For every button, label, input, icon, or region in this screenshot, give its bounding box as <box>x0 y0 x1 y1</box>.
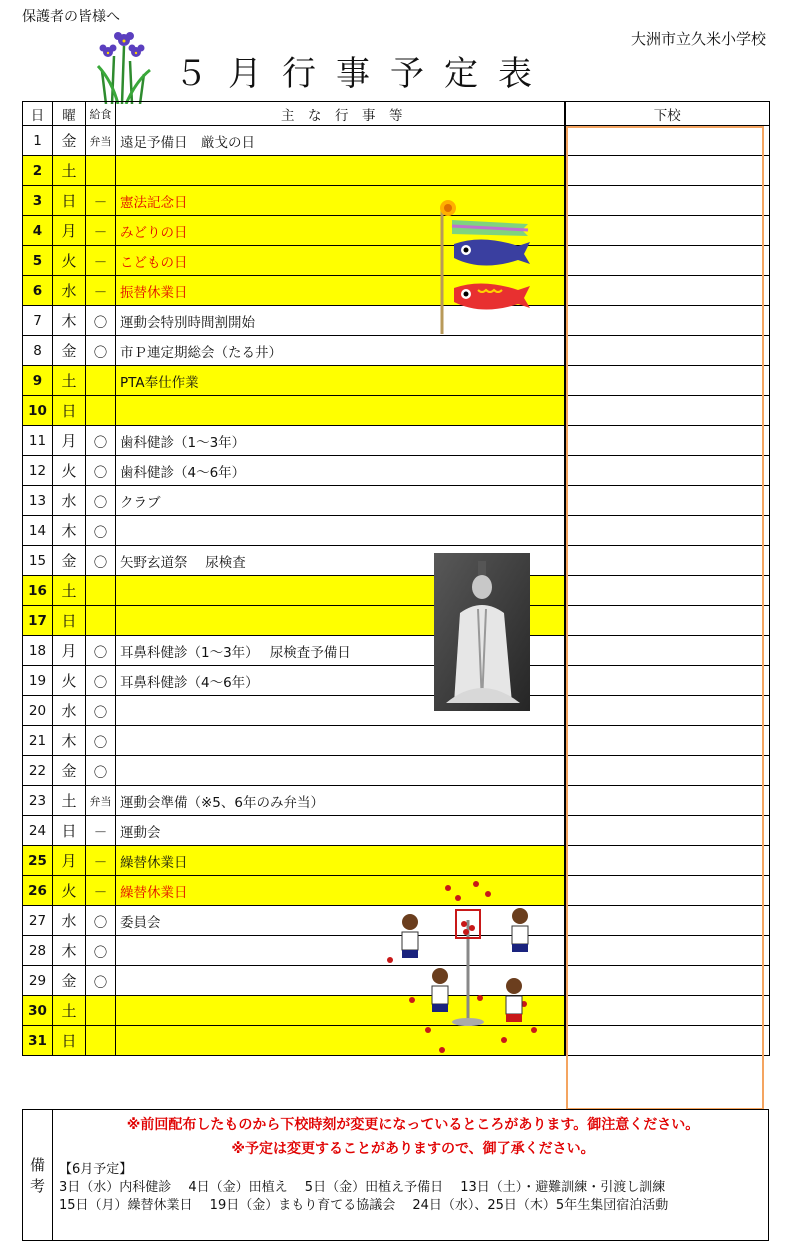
day-cell: 8 <box>23 336 53 366</box>
day-cell: 25 <box>23 846 53 876</box>
day-cell: 2 <box>23 156 53 186</box>
event-cell <box>116 726 565 756</box>
table-row <box>23 486 770 516</box>
event-cell: 歯科健診（4～6年） <box>116 456 565 486</box>
remarks-section <box>22 1109 769 1241</box>
lunch-cell: － <box>86 246 116 276</box>
weekday-cell: 水 <box>53 486 86 516</box>
lunch-cell: 〇 <box>86 726 116 756</box>
weekday-cell: 月 <box>53 636 86 666</box>
lunch-cell: － <box>86 846 116 876</box>
day-cell: 5 <box>23 246 53 276</box>
lunch-cell: － <box>86 216 116 246</box>
event-cell: 委員会 <box>116 906 565 936</box>
header-lunch: 給食 <box>86 102 116 126</box>
dismissal-cell <box>565 846 770 876</box>
table-row <box>23 156 770 186</box>
dismissal-cell <box>565 696 770 726</box>
weekday-cell: 木 <box>53 726 86 756</box>
weekday-cell: 土 <box>53 156 86 186</box>
event-cell: PTA奉仕作業 <box>116 366 565 396</box>
event-cell: 振替休業日 <box>116 276 565 306</box>
dismissal-cell <box>565 246 770 276</box>
event-cell: 繰替休業日 <box>116 846 565 876</box>
weekday-cell: 金 <box>53 336 86 366</box>
dismissal-cell <box>565 396 770 426</box>
weekday-cell: 水 <box>53 696 86 726</box>
weekday-cell: 月 <box>53 216 86 246</box>
day-cell: 11 <box>23 426 53 456</box>
weekday-cell: 日 <box>53 816 86 846</box>
dismissal-cell <box>565 1026 770 1056</box>
weekday-cell: 金 <box>53 966 86 996</box>
header-events: 主 な 行 事 等 <box>116 102 565 126</box>
dismissal-cell <box>565 966 770 996</box>
remarks-label <box>23 1110 53 1240</box>
iris-flower-icon <box>92 26 154 104</box>
table-row <box>23 276 770 306</box>
lunch-cell: 〇 <box>86 456 116 486</box>
table-row <box>23 456 770 486</box>
lunch-cell: 〇 <box>86 306 116 336</box>
dismissal-cell <box>565 126 770 156</box>
table-row <box>23 306 770 336</box>
weekday-cell: 土 <box>53 576 86 606</box>
table-header-row <box>23 102 770 126</box>
day-cell: 6 <box>23 276 53 306</box>
event-cell: 運動会特別時間割開始 <box>116 306 565 336</box>
lunch-cell: 〇 <box>86 486 116 516</box>
table-row <box>23 516 770 546</box>
event-cell: 運動会 <box>116 816 565 846</box>
june-plan-line-2: 15日（月）繰替休業日 19日（金）まもり育てる協議会 24日（水）、25日（木）5年生集団宿泊活動 <box>59 1198 669 1213</box>
lunch-cell: 〇 <box>86 966 116 996</box>
day-cell: 15 <box>23 546 53 576</box>
june-plan-heading: 【6月予定】 <box>59 1162 133 1177</box>
table-row <box>23 366 770 396</box>
weekday-cell: 月 <box>53 426 86 456</box>
dismissal-cell <box>565 456 770 486</box>
weekday-cell: 金 <box>53 126 86 156</box>
table-row <box>23 246 770 276</box>
dismissal-cell <box>565 366 770 396</box>
weekday-cell: 木 <box>53 306 86 336</box>
lunch-cell: 〇 <box>86 546 116 576</box>
table-row <box>23 666 770 696</box>
dismissal-cell <box>565 426 770 456</box>
day-cell: 13 <box>23 486 53 516</box>
school-name: 大洲市立久米小学校 <box>630 30 766 48</box>
event-cell: 運動会準備（※5、6年のみ弁当） <box>116 786 565 816</box>
lunch-cell <box>86 156 116 186</box>
table-row <box>23 396 770 426</box>
event-cell: 耳鼻科健診（4～6年） <box>116 666 565 696</box>
table-row <box>23 546 770 576</box>
table-row <box>23 216 770 246</box>
event-cell <box>116 516 565 546</box>
day-cell: 19 <box>23 666 53 696</box>
day-cell: 1 <box>23 126 53 156</box>
table-row <box>23 816 770 846</box>
weekday-cell: 火 <box>53 246 86 276</box>
day-cell: 3 <box>23 186 53 216</box>
weekday-cell: 水 <box>53 276 86 306</box>
table-row <box>23 726 770 756</box>
day-cell: 23 <box>23 786 53 816</box>
event-cell <box>116 156 565 186</box>
event-cell: 市Ｐ連定期総会（たる井） <box>116 336 565 366</box>
table-row <box>23 426 770 456</box>
lunch-cell: 弁当 <box>86 786 116 816</box>
table-row <box>23 696 770 726</box>
dismissal-cell <box>565 876 770 906</box>
june-plan-line-1: 3日（水）内科健診 4日（金）田植え 5日（金）田植え予備日 13日（土）・避難訓練・引渡し訓練 <box>59 1180 666 1195</box>
lunch-cell: － <box>86 276 116 306</box>
dismissal-cell <box>565 546 770 576</box>
table-row <box>23 336 770 366</box>
lunch-cell: 〇 <box>86 636 116 666</box>
remarks-label-char-1: 備 <box>29 1156 45 1174</box>
day-cell: 16 <box>23 576 53 606</box>
event-cell: 矢野玄道祭 尿検査 <box>116 546 565 576</box>
day-cell: 22 <box>23 756 53 786</box>
notice-time-change: ※前回配布したものから下校時刻が変更になっているところがあります。御注意ください。 <box>126 1117 700 1133</box>
weekday-cell: 日 <box>53 606 86 636</box>
day-cell: 17 <box>23 606 53 636</box>
remarks-label-char-2: 考 <box>29 1177 45 1195</box>
lunch-cell: 〇 <box>86 336 116 366</box>
weekday-cell: 木 <box>53 516 86 546</box>
weekday-cell: 土 <box>53 996 86 1026</box>
dismissal-cell <box>565 726 770 756</box>
header-weekday: 曜 <box>53 102 86 126</box>
dismissal-cell <box>565 486 770 516</box>
day-cell: 21 <box>23 726 53 756</box>
weekday-cell: 金 <box>53 546 86 576</box>
weekday-cell: 土 <box>53 786 86 816</box>
event-cell <box>116 396 565 426</box>
dismissal-cell <box>565 156 770 186</box>
table-row <box>23 636 770 666</box>
event-cell: みどりの日 <box>116 216 565 246</box>
event-cell: 耳鼻科健診（1～3年） 尿検査予備日 <box>116 636 565 666</box>
table-row <box>23 126 770 156</box>
day-cell: 14 <box>23 516 53 546</box>
day-cell: 27 <box>23 906 53 936</box>
event-cell: 遠足予備日 厳戈の日 <box>116 126 565 156</box>
dismissal-cell <box>565 186 770 216</box>
day-cell: 28 <box>23 936 53 966</box>
weekday-cell: 日 <box>53 396 86 426</box>
lunch-cell <box>86 996 116 1026</box>
weekday-cell: 水 <box>53 906 86 936</box>
event-cell <box>116 756 565 786</box>
day-cell: 18 <box>23 636 53 666</box>
weekday-cell: 火 <box>53 666 86 696</box>
dismissal-cell <box>565 936 770 966</box>
lunch-cell: － <box>86 876 116 906</box>
dismissal-cell <box>565 516 770 546</box>
day-cell: 12 <box>23 456 53 486</box>
koinobori-carp-streamer-icon <box>432 194 532 334</box>
dismissal-cell <box>565 606 770 636</box>
page-title: ５月行事予定表 <box>174 54 552 94</box>
event-cell: 歯科健診（1～3年） <box>116 426 565 456</box>
day-cell: 26 <box>23 876 53 906</box>
day-cell: 7 <box>23 306 53 336</box>
lunch-cell: 弁当 <box>86 126 116 156</box>
table-row <box>23 756 770 786</box>
lunch-cell: － <box>86 186 116 216</box>
dismissal-cell <box>565 636 770 666</box>
table-row <box>23 846 770 876</box>
event-cell: 繰替休業日 <box>116 876 565 906</box>
weekday-cell: 日 <box>53 186 86 216</box>
lunch-cell <box>86 1026 116 1056</box>
event-cell: クラブ <box>116 486 565 516</box>
weekday-cell: 火 <box>53 876 86 906</box>
ball-toss-children-icon <box>384 880 554 1058</box>
lunch-cell <box>86 576 116 606</box>
weekday-cell: 火 <box>53 456 86 486</box>
dismissal-cell <box>565 906 770 936</box>
event-cell: 憲法記念日 <box>116 186 565 216</box>
weekday-cell: 土 <box>53 366 86 396</box>
header-dismissal: 下校 <box>565 102 770 126</box>
event-cell: こどもの日 <box>116 246 565 276</box>
weekday-cell: 月 <box>53 846 86 876</box>
lunch-cell: 〇 <box>86 696 116 726</box>
lunch-cell: 〇 <box>86 756 116 786</box>
day-cell: 29 <box>23 966 53 996</box>
day-cell: 10 <box>23 396 53 426</box>
lunch-cell: 〇 <box>86 666 116 696</box>
day-cell: 31 <box>23 1026 53 1056</box>
day-cell: 9 <box>23 366 53 396</box>
lunch-cell: 〇 <box>86 426 116 456</box>
table-row <box>23 186 770 216</box>
greeting: 保護者の皆様へ <box>22 9 120 25</box>
dismissal-cell <box>565 336 770 366</box>
weekday-cell: 木 <box>53 936 86 966</box>
header-day: 日 <box>23 102 53 126</box>
weekday-cell: 日 <box>53 1026 86 1056</box>
notice-schedule-change: ※予定は変更することがありますので、御了承ください。 <box>231 1141 595 1157</box>
table-row <box>23 786 770 816</box>
day-cell: 30 <box>23 996 53 1026</box>
weekday-cell: 金 <box>53 756 86 786</box>
day-cell: 24 <box>23 816 53 846</box>
table-row <box>23 606 770 636</box>
dismissal-cell <box>565 306 770 336</box>
lunch-cell: － <box>86 816 116 846</box>
dismissal-cell <box>565 816 770 846</box>
portrait-photo <box>434 553 530 711</box>
dismissal-cell <box>565 276 770 306</box>
dismissal-cell <box>565 756 770 786</box>
day-cell: 4 <box>23 216 53 246</box>
day-cell: 20 <box>23 696 53 726</box>
lunch-cell <box>86 396 116 426</box>
lunch-cell: 〇 <box>86 516 116 546</box>
dismissal-cell <box>565 666 770 696</box>
dismissal-cell <box>565 996 770 1026</box>
dismissal-cell <box>565 576 770 606</box>
dismissal-cell <box>565 786 770 816</box>
lunch-cell: 〇 <box>86 936 116 966</box>
lunch-cell <box>86 606 116 636</box>
lunch-cell <box>86 366 116 396</box>
lunch-cell: 〇 <box>86 906 116 936</box>
dismissal-cell <box>565 216 770 246</box>
table-row <box>23 576 770 606</box>
